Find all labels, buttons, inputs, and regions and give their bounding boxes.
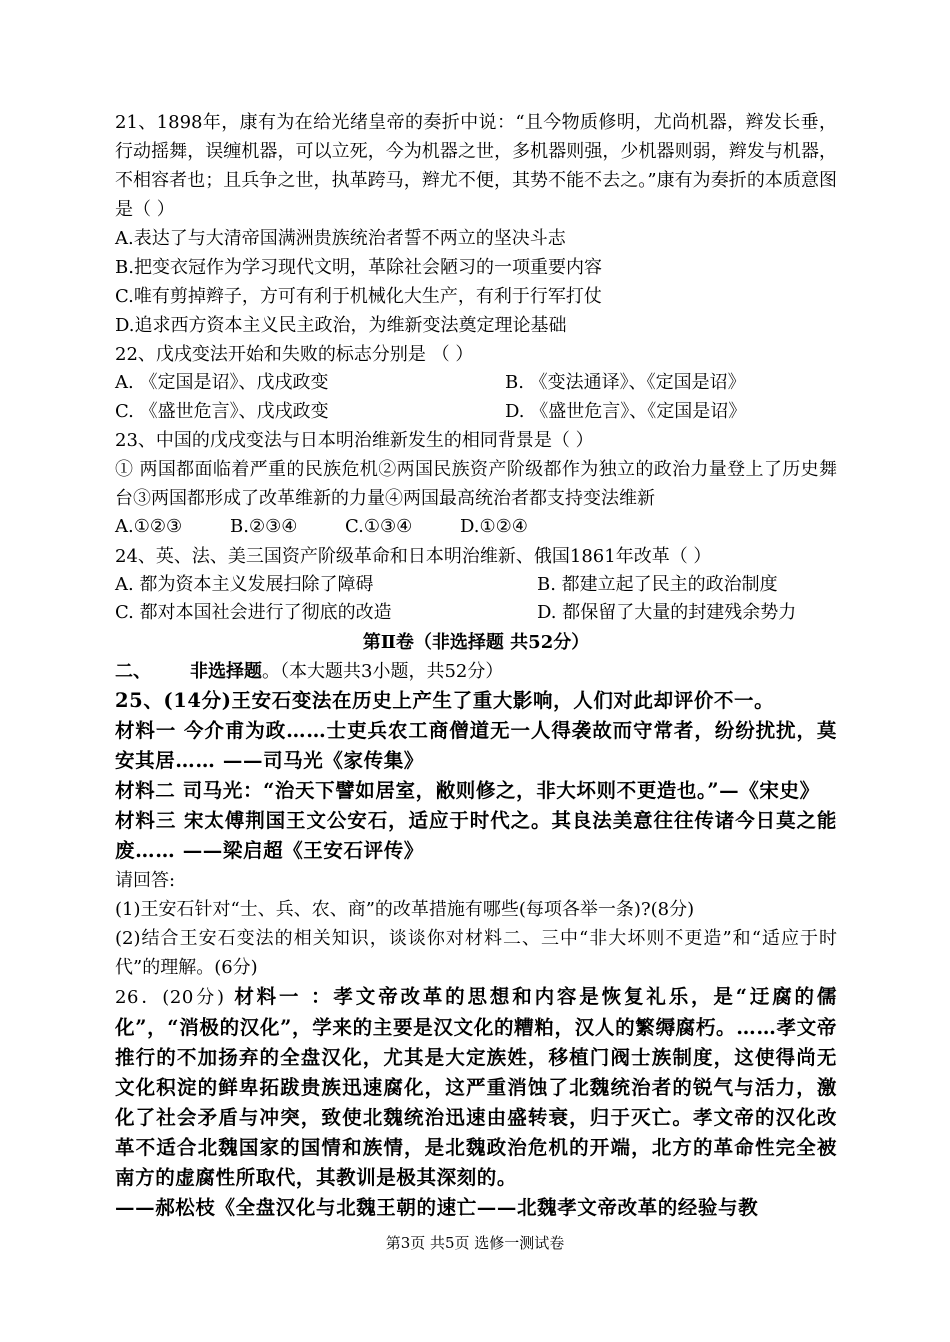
q23-option-a: A.①②③: [115, 516, 183, 537]
q25-material-1: 材料一 今介甫为政……士吏兵农工商僧道无一人得袭故而守常者，纷纷扰扰，莫安其居…… ——司马光《家传集》: [115, 718, 837, 772]
q24-option-b: B. 都建立起了民主的政治制度: [537, 573, 778, 595]
page-footer: 第3页 共5页 选修一测试卷: [385, 1234, 565, 1252]
q25-subquestion-1: (1)王安石针对“士、兵、农、商”的改革措施有哪些(每项各举一条)?(8分): [115, 898, 695, 920]
q22-option-b: B. 《变法通译》、《定国是诏》: [505, 372, 746, 393]
q23-option-b: B.②③④: [230, 516, 298, 537]
section-2-heading-bold: 非选择题: [190, 660, 262, 682]
q25-material-2: 材料二 司马光：“治天下譬如居室，敝则修之，非大坏则不更造也。”—《宋史》: [115, 778, 820, 802]
q21-stem: 21、1898年，康有为在给光绪皇帝的奏折中说：“且今物质修明，尤尚机器，辫发长垂，行动摇舞，误缠机器，可以立死，今为机器之世，多机器则强，少机器则弱，辫发与机器，不相容者也；且兵争之世，执革跨马，辫尤不便，其势不能不去之。”康有为奏折的本质意图是（ ）: [115, 112, 837, 220]
q21-option-a: A.表达了与大清帝国满洲贵族统治者誓不两立的坚决斗志: [115, 228, 566, 249]
q24-option-c: C. 都对本国社会进行了彻底的改造: [115, 602, 392, 623]
q24-option-a: A. 都为资本主义发展扫除了障碍: [115, 573, 374, 595]
exam-page: [115, 108, 837, 1223]
section-2-heading-rest: 。（本大题共3小题，共52分）: [262, 660, 504, 682]
q22-stem: 22、戊戌变法开始和失败的标志分别是 （ ）: [115, 344, 474, 365]
section-2-title: 第Ⅱ卷（非选择题 共52分）: [362, 631, 590, 653]
q23-options: [115, 513, 837, 542]
q22-option-a: A. 《定国是诏》、戊戌政变: [115, 372, 329, 393]
q25-prompt: 请回答:: [115, 869, 176, 891]
q21-option-b: B.把变衣冠作为学习现代文明，革除社会陋习的一项重要内容: [115, 257, 602, 278]
q25-subquestion-2: (2)结合王安石变法的相关知识，谈谈你对材料二、三中“非大坏则不更造”和“适应于时代”的理解。(6分): [115, 927, 837, 978]
q23-option-d: D.①②④: [460, 516, 528, 537]
q26-head: 26．(20分): [115, 986, 225, 1008]
q22-option-d: D. 《盛世危言》、《定国是诏》: [505, 400, 747, 422]
section-2-heading: [115, 657, 837, 686]
q26-material-1: [115, 982, 837, 1193]
q24-stem: 24、英、法、美三国资产阶级革命和日本明治维新、俄国1861年改革（ ）: [115, 545, 712, 567]
q23-stem: 23、中国的戊戌变法与日本明治维新发生的相同背景是（ ）: [115, 430, 594, 451]
q24-options-row1: [115, 571, 837, 600]
q21-option-d: D.追求西方资本主义民主政治，为维新变法奠定理论基础: [115, 315, 567, 336]
q22-options-row2: [115, 398, 837, 427]
q24-options-row2: [115, 599, 837, 628]
q22-options-row1: [115, 369, 837, 398]
q26-material-1-text: 材料一 ：孝文帝改革的思想和内容是恢复礼乐，是“迂腐的儒化”，“消极的汉化”，学来的主要是汉文化的糟粕，汉人的繁缛腐朽。……孝文帝推行的不加扬弃的全盘汉化，尤其是大定族姓，移植门阀士族制度，这使得尚无文化积淀的鲜卑拓跋贵族迅速腐化，这严重消蚀了北魏统治者的锐气与活力，激化了社会矛盾与冲突，致使北魏统治迅速由盛转衰，归于灭亡。孝文帝的汉化改革不适合北魏国家的国情和族情，是北魏政治危机的开端，北方的革命性完全被南方的虚腐性所取代，其教训是极其深刻的。: [115, 984, 838, 1189]
q24-option-d: D. 都保留了大量的封建残余势力: [537, 602, 797, 623]
q25-material-3: 材料三 宋太傅荆国王文公安石，适应于时代之。其良法美意往往传诸今日莫之能废…… ——梁启超《王安石评传》: [115, 808, 837, 862]
section-2-number: 二、: [115, 660, 151, 682]
q23-items: ① 两国都面临着严重的民族危机②两国民族资产阶级都作为独立的政治力量登上了历史舞台③两国都形成了改革维新的力量④两国最高统治者都支持变法维新: [115, 459, 837, 509]
q22-option-c: C. 《盛世危言》、戊戌政变: [115, 400, 329, 422]
q23-option-c: C.①③④: [345, 516, 413, 537]
q21-option-c: C.唯有剪掉辫子，方可有利于机械化大生产，有利于行军打仗: [115, 286, 602, 307]
q25-stem: 25、(14分)王安石变法在历史上产生了重大影响，人们对此却评价不一。: [115, 688, 775, 712]
q26-source: ——郝松枝《全盘汉化与北魏王朝的速亡——北魏孝文帝改革的经验与教: [115, 1195, 759, 1219]
